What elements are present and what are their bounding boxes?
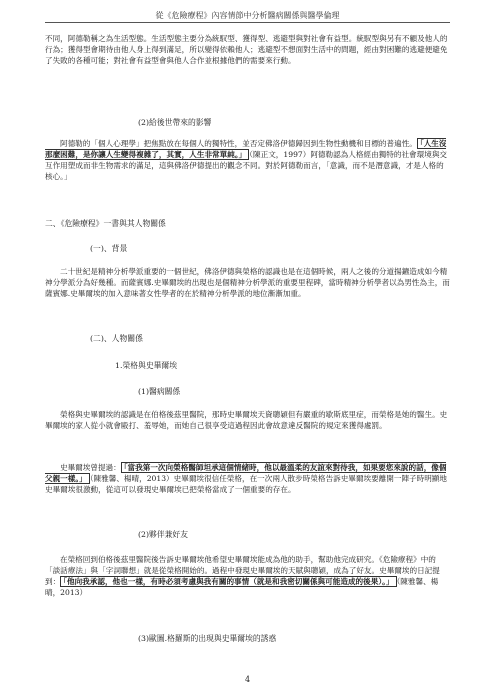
paragraph-doctor-patient: 榮格與史畢爾埃的認識是在伯格後茲里醫院，那時史畢爾埃天資聰穎但有嚴重的歇斯底里症，而榮格是她的醫生。史畢爾埃的家人從小就會毆打、羞辱她，而她自己很享受這過程因此會故意違反醫院的規定來獲得處罰。 [45, 410, 448, 430]
paragraph-text: （陳正文，1997）阿德勒認為人格經由獨特的社會環境與交互作用塑成而非生物需求的滿足，這與佛洛伊德提出的觀念不同。對於阿德勒而言，「意識，而不是潛意識，才是人格的核心。」 [45, 150, 448, 181]
paragraph-text: （陳雅馨、楊晴，2013）史畢爾埃很信任榮格，在一次兩人散步時榮格告訴史畢爾埃要離開一陣子時明顯地史畢爾埃很激動，從這可以發現史畢爾埃已把榮格當成了一個重要的存在。 [45, 474, 448, 494]
subheading-background: (一)、背景 [90, 244, 128, 253]
paragraph-individual-psychology [45, 138, 450, 182]
quote-box: 「當我第一次向榮格醫師坦承這個情緒時，他以最溫柔的友誼來對待我，如果要您來說的話，像個父親一樣。」 [45, 463, 447, 483]
page-number: 4 [244, 675, 251, 684]
paragraph-lifestyle: 不同，阿德勒稱之為生活型態。生活型態主要分為統馭型、獲得型、逃避型與對社會有益型。統馭型與另有不顧及他人的行為；獲得型會期待由他人身上得到滿足，所以變得依賴他人；逃避型不想面對生活中的問題，經由對困難的逃避便避免了失敗的各種可能；對社會有益型會與他人合作並根據他們的需要來行動。 [45, 34, 448, 65]
paragraph-trust [45, 462, 450, 495]
subheading-partner: (2)夥伴兼好友 [138, 530, 189, 539]
subheading-jung-spielrein: 1.榮格與史畢爾埃 [115, 361, 178, 370]
quote-box: 「他向我承認，他也一樣，有時必須考慮與我有關的事情（就是和我密切關係與可能造成的後果）。」 [60, 576, 396, 587]
paragraph-text: 在榮格回到伯格後茲里醫院後告訴史畢爾埃他希望史畢爾埃能成為他的助手，幫助他完成研究。《危險療程》中的「談話療法」與「字詞聯想」就是從榮格開始的。過程中發現史畢爾埃的天賦與聰穎，成為了好友。史畢爾埃的日記提到： [45, 555, 440, 586]
heading-influence: (2)給後世帶來的影響 [138, 118, 212, 127]
quote-box: 「人生沒那麼困難，是你讓人生變得複雜了，其實，人生非常單純。」 [45, 139, 447, 159]
running-header: 從《危險療程》內容情節中分析醫病關係與醫學倫理 [155, 11, 340, 20]
subheading-relations: (二)、人物關係 [90, 334, 143, 343]
paragraph-text: 史畢爾埃曾提過： [60, 463, 121, 472]
paragraph-text: 阿德勒的「個人心理學」把焦點放在每個人的獨特性，並否定佛洛伊德歸因到生物性動機和目標的普遍性。 [60, 139, 417, 148]
subheading-otto-gross: (3)歐圖.格羅斯的出現與史畢爾埃的誘惑 [138, 634, 277, 643]
header-rule [45, 22, 450, 23]
paragraph-text: （陳雅馨、楊晴，2013） [45, 577, 439, 597]
subheading-doctor-patient: (1)醫病關係 [138, 387, 181, 396]
paragraph-partner [45, 554, 450, 598]
section-heading-2: 二、《危險療程》一書與其人物關係 [45, 219, 166, 228]
paragraph-background: 二十世紀是精神分析學派重要的一個世紀，佛洛伊德與榮格的認識也是在這個時候，兩人之後的分道揚鑣造成如今精神分學派分為好幾種。而薩賓娜.史畢爾埃的出現也是個精神分析學派的重要里程碑，當時精神分析學者以為男性為主，而薩賓娜.史畢爾埃的加入意味著女性學者的在於精神分析學派的地位漸漸加重。 [45, 267, 450, 298]
